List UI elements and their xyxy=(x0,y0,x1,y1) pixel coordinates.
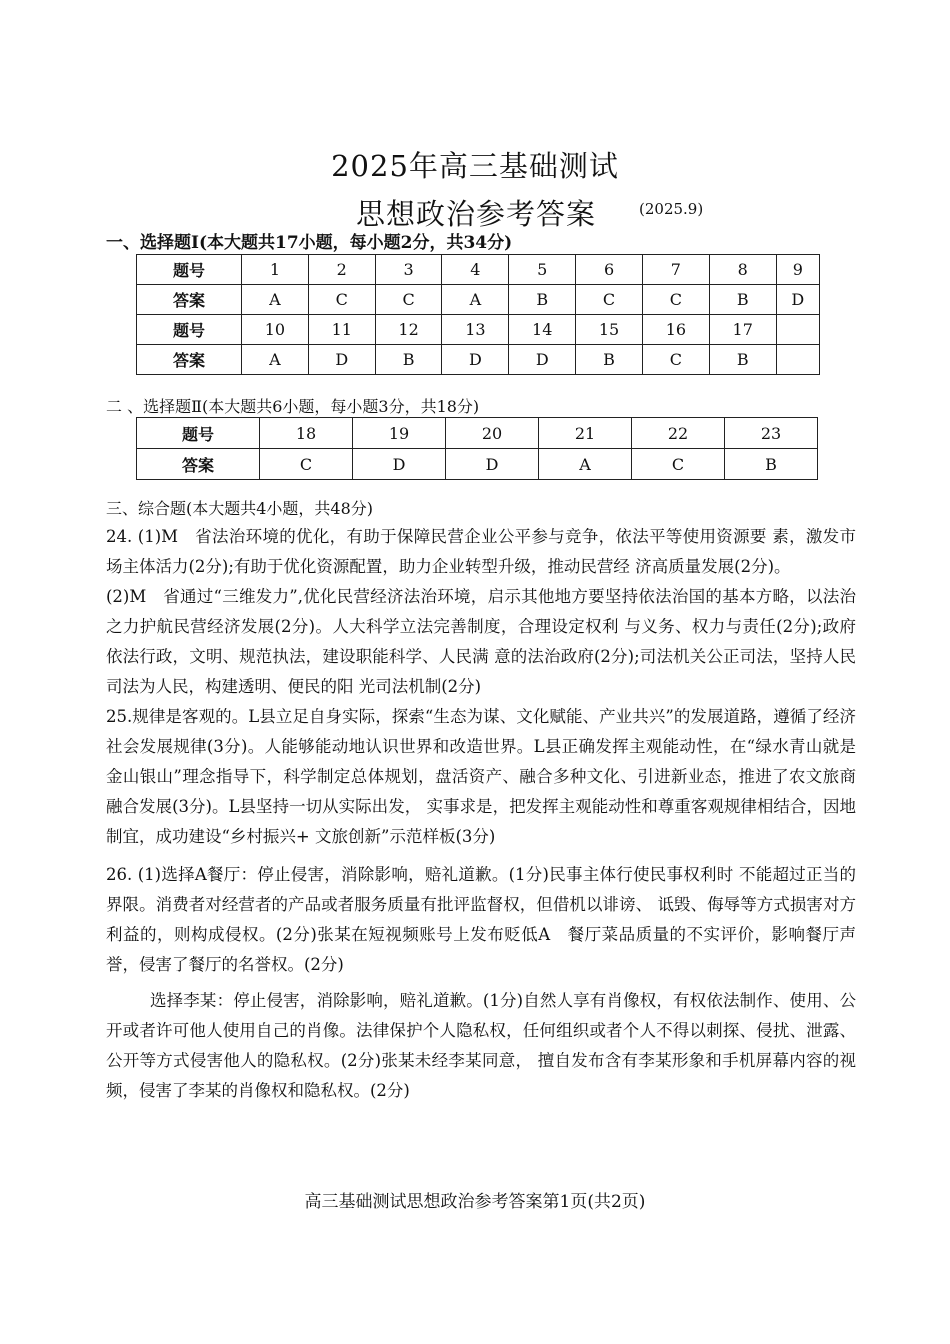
table-cell xyxy=(776,315,819,345)
page-title: 2025年高三基础测试 xyxy=(331,149,619,183)
table-cell: B xyxy=(509,285,576,315)
page-footer: 高三基础测试思想政治参考答案第1页(共2页) xyxy=(304,1192,646,1212)
answer-paragraph: 24. (1)M 省法治环境的优化，有助于保障民营企业公平参与竞争，依法平等使用资源要 素，激发市场主体活力(2分);有助于优化资源配置，助力企业转型升级，推动民营经 济高质量发展(2分)。 xyxy=(106,527,856,576)
table-cell: 1 xyxy=(242,255,309,285)
table-cell: 5 xyxy=(509,255,576,285)
table-cell: 3 xyxy=(375,255,442,285)
row-label: 题号 xyxy=(137,255,242,285)
section1-heading: 一、选择题Ⅰ(本大题共17小题，每小题2分，共34分) xyxy=(106,233,513,253)
table-cell: D xyxy=(353,449,446,480)
answer-paragraph: 26. (1)选择A餐厅：停止侵害，消除影响，赔礼道歉。(1分)民事主体行使民事权利时 不能超过正当的界限。消费者对经营者的产品或者服务质量有批评监督权，但借机以诽谤、 诋毁、侮辱等方式损害对方利益的，则构成侵权。(2分)张某在短视频账号上发布贬低A 餐厅菜品质量的不实评价，影响餐厅声誉，侵害了餐厅的名誉权。(2分) xyxy=(106,865,856,974)
table-cell: D xyxy=(509,345,576,375)
row-label: 答案 xyxy=(137,345,242,375)
section3-heading: 三、综合题(本大题共4小题，共48分) xyxy=(106,499,374,518)
answer-paragraph: 选择李某：停止侵害，消除影响，赔礼道歉。(1分)自然人享有肖像权，有权依法制作、使用、公开或者许可他人使用自己的肖像。法律保护个人隐私权，任何组织或者个人不得以刺探、侵扰、泄露、公开等方式侵害他人的隐私权。(2分)张某未经李某同意， 擅自发布含有李某形象和手机屏幕内容的视频，侵害了李某的肖像权和隐私权。(2分) xyxy=(106,991,856,1100)
exam-date: (2025.9) xyxy=(639,200,704,218)
table-cell: B xyxy=(725,449,818,480)
table-cell: D xyxy=(442,345,509,375)
table-cell: 10 xyxy=(242,315,309,345)
table-cell: 16 xyxy=(642,315,709,345)
table-cell: 13 xyxy=(442,315,509,345)
table-row xyxy=(137,285,820,315)
table-cell: D xyxy=(308,345,375,375)
table-cell: 15 xyxy=(576,315,643,345)
row-label: 答案 xyxy=(137,285,242,315)
answer-table-2 xyxy=(136,417,818,480)
table-cell: 17 xyxy=(709,315,776,345)
table-cell: 9 xyxy=(776,255,819,285)
table-cell: 8 xyxy=(709,255,776,285)
table-row xyxy=(137,449,818,480)
answers-body xyxy=(106,522,856,1106)
table-row xyxy=(137,345,820,375)
row-label: 题号 xyxy=(137,418,260,449)
table-cell xyxy=(776,345,819,375)
table-cell: C xyxy=(576,285,643,315)
table-cell: 7 xyxy=(642,255,709,285)
table-cell: 4 xyxy=(442,255,509,285)
table-cell: 20 xyxy=(446,418,539,449)
table-cell: 19 xyxy=(353,418,446,449)
table-cell: 11 xyxy=(308,315,375,345)
table-cell: A xyxy=(539,449,632,480)
table-cell: 12 xyxy=(375,315,442,345)
table-cell: A xyxy=(242,345,309,375)
answer-paragraph: 25.规律是客观的。L县立足自身实际，探索“生态为谋、文化赋能、产业共兴”的发展道路，遵循了经济社会发展规律(3分)。人能够能动地认识世界和改造世界。L县正确发挥主观能动性，在“绿水青山就是金山银山”理念指导下，科学制定总体规划，盘活资产、融合多种文化、引进新业态，推进了农文旅商融合发展(3分)。L县坚持一切从实际出发， 实事求是，把发挥主观能动性和尊重客观规律相结合，因地制宜，成功建设“乡村振兴+ 文旅创新”示范样板(3分) xyxy=(106,707,856,846)
table-cell: B xyxy=(709,285,776,315)
table-cell: C xyxy=(375,285,442,315)
table-cell: C xyxy=(308,285,375,315)
section2-heading: 二 、选择题Ⅱ(本大题共6小题，每小题3分，共18分) xyxy=(106,397,480,416)
row-label: 答案 xyxy=(137,449,260,480)
table-cell: B xyxy=(375,345,442,375)
table-cell: C xyxy=(642,285,709,315)
table-cell: D xyxy=(776,285,819,315)
table-cell: A xyxy=(242,285,309,315)
table-cell: 14 xyxy=(509,315,576,345)
table-row xyxy=(137,255,820,285)
answer-table-1 xyxy=(136,254,820,375)
table-row xyxy=(137,315,820,345)
table-cell: C xyxy=(642,345,709,375)
table-cell: C xyxy=(260,449,353,480)
table-cell: 18 xyxy=(260,418,353,449)
table-cell: 6 xyxy=(576,255,643,285)
row-label: 题号 xyxy=(137,315,242,345)
table-cell: B xyxy=(709,345,776,375)
answer-paragraph: (2)M 省通过“三维发力”,优化民营经济法治环境，启示其他地方要坚持依法治国的基本方略，以法治之力护航民营经济发展(2分)。人大科学立法完善制度，合理设定权利 与义务、权力与责任(2分);政府依法行政，文明、规范执法，建设职能科学、人民满 意的法治政府(2分);司法机关公正司法，坚持人民司法为人民，构建透明、便民的阳 光司法机制(2分) xyxy=(106,587,856,696)
table-cell: 21 xyxy=(539,418,632,449)
table-cell: B xyxy=(576,345,643,375)
table-cell: 2 xyxy=(308,255,375,285)
table-cell: A xyxy=(442,285,509,315)
table-cell: C xyxy=(632,449,725,480)
page-subtitle: 思想政治参考答案 xyxy=(356,197,597,231)
table-row xyxy=(137,418,818,449)
table-cell: 22 xyxy=(632,418,725,449)
table-cell: 23 xyxy=(725,418,818,449)
table-cell: D xyxy=(446,449,539,480)
